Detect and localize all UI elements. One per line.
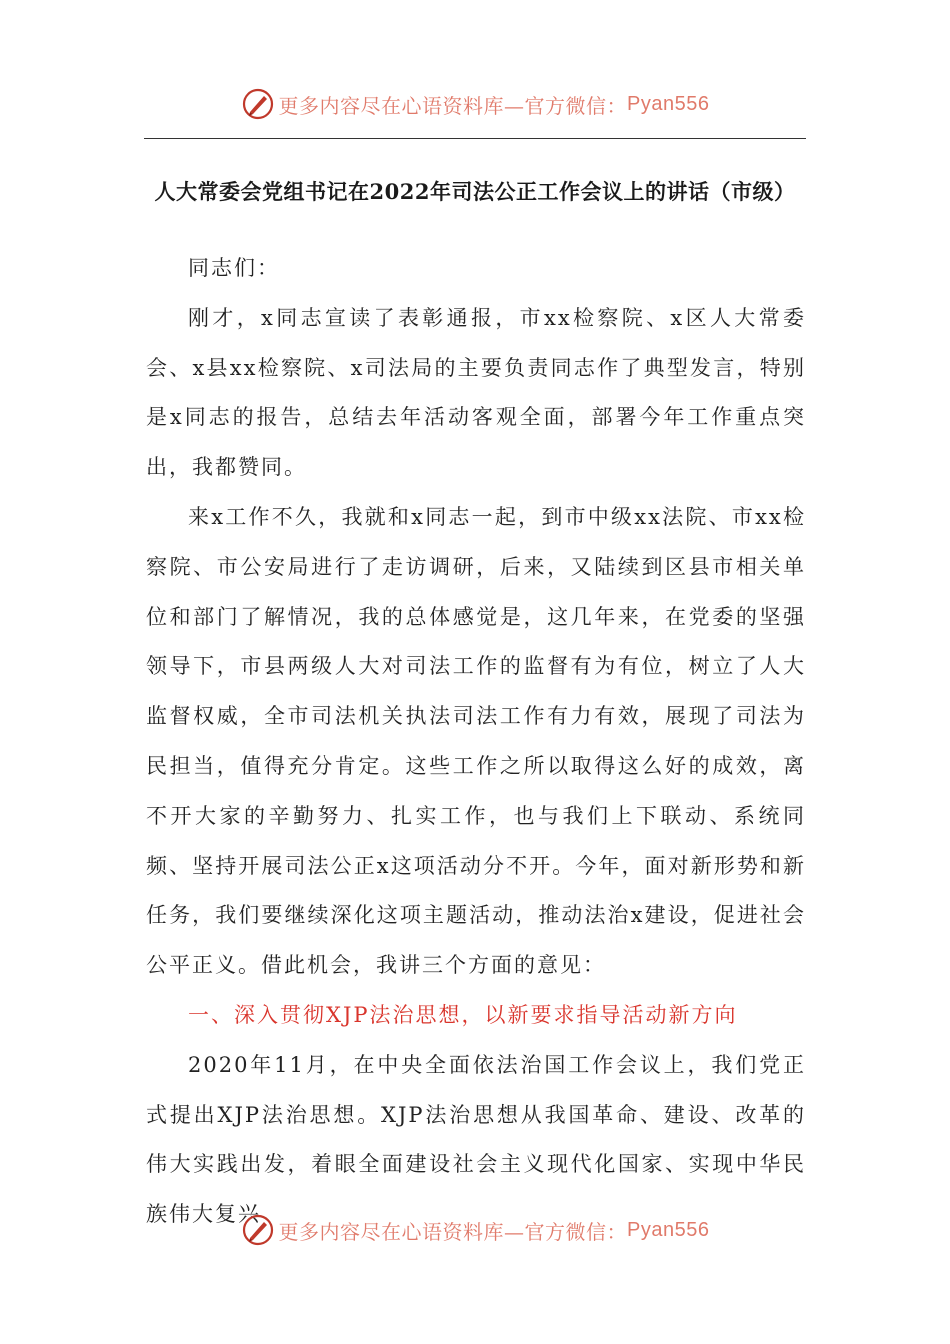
section-heading: 一、深入贯彻XJP法治思想，以新要求指导活动新方向 bbox=[188, 1002, 738, 1027]
paragraph-salutation: 同志们： bbox=[188, 256, 280, 280]
pen-logo-icon bbox=[241, 1213, 275, 1247]
paragraph: 来x工作不久，我就和x同志一起，到市中级xx法院、市xx检察院、市公安局进行了走访调研，后来，又陆续到区县市相关单位和部门了解情况，我的总体感觉是，这几年来，在党委的坚强领导下，市县两级人大对司法工作的监督有为有位，树立了人大监督权威，全市司法机关执法司法工作有力有效，展现了司法为民担当，值得充分肯定。这些工作之所以取得这么好的成效，离不开大家的辛勤努力、扎实工作，也与我们上下联动、系统同频、坚持开展司法公正x这项活动分不开。今年，面对新形势和新任务，我们要继续深化这项主题活动，推动法治x建设，促进社会公平正义。借此机会，我讲三个方面的意见： bbox=[146, 504, 806, 978]
document-title: 人大常委会党组书记在2022年司法公正工作会议上的讲话（市级） bbox=[154, 179, 796, 204]
watermark-wechat-id: Pyan556 bbox=[627, 1218, 710, 1241]
paragraph: 刚才，x同志宣读了表彰通报，市xx检察院、x区人大常委会、x县xx检察院、x司法局的主要负责同志作了典型发言，特别是x同志的报告，总结去年活动客观全面，部署今年工作重点突出，我都赞同。 bbox=[146, 305, 806, 480]
watermark-wechat-id: Pyan556 bbox=[627, 92, 710, 115]
watermark-banner-top bbox=[0, 84, 950, 124]
watermark-text: 更多内容尽在心语资料库—官方微信： bbox=[278, 1219, 628, 1244]
watermark-banner-bottom bbox=[0, 1210, 950, 1250]
header-divider bbox=[144, 138, 806, 139]
paragraph: 2020年11月，在中央全面依法治国工作会议上，我们党正式提出XJP法治思想。XJP法治思想从我国革命、建设、改革的伟大实践出发，着眼全面建设社会主义现代化国家、实现中华民族伟大复兴 bbox=[146, 1052, 806, 1227]
pen-logo-icon bbox=[241, 87, 275, 121]
document-body bbox=[146, 244, 806, 1240]
watermark-text: 更多内容尽在心语资料库—官方微信： bbox=[278, 93, 628, 118]
